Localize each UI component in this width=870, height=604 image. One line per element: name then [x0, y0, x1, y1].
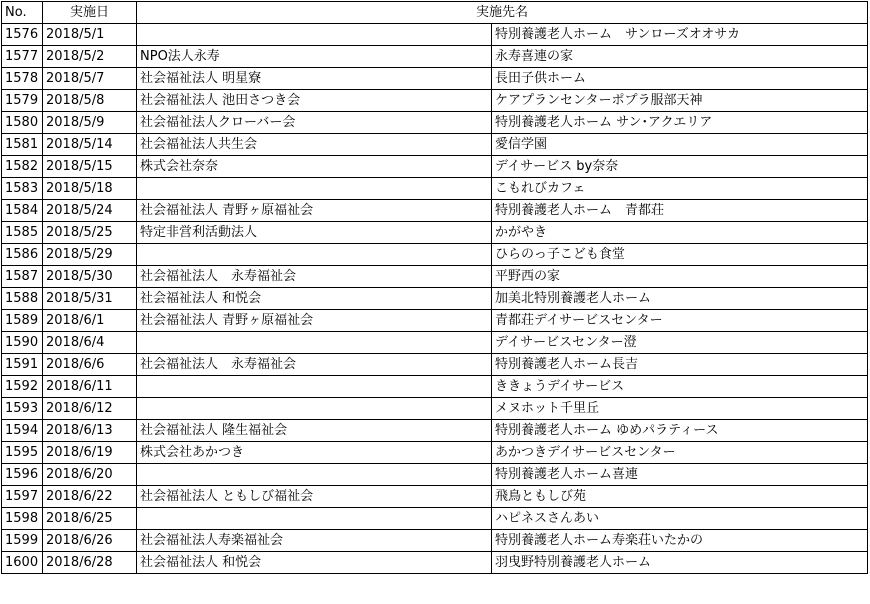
cell-date[interactable]: 2018/5/14 — [43, 134, 137, 156]
cell-destination[interactable]: 特別養護老人ホーム寿楽荘いたかの — [492, 530, 868, 552]
cell-no[interactable]: 1584 — [2, 200, 43, 222]
table-row — [2, 134, 868, 156]
cell-organization[interactable]: 社会福祉法人寿楽福祉会 — [137, 530, 492, 552]
cell-destination[interactable]: 特別養護老人ホーム 青都荘 — [492, 200, 868, 222]
cell-date[interactable]: 2018/5/31 — [43, 288, 137, 310]
cell-organization[interactable]: 社会福祉法人 ともしび福祉会 — [137, 486, 492, 508]
table-row — [2, 442, 868, 464]
cell-destination[interactable]: 特別養護老人ホーム ゆめパラティース — [492, 420, 868, 442]
table-row — [2, 178, 868, 200]
cell-date[interactable]: 2018/6/25 — [43, 508, 137, 530]
cell-organization[interactable]: 社会福祉法人 青野ヶ原福祉会 — [137, 200, 492, 222]
table-row — [2, 310, 868, 332]
header-date: 実施日 — [43, 2, 137, 24]
cell-date[interactable]: 2018/5/24 — [43, 200, 137, 222]
cell-organization[interactable]: 社会福祉法人 隆生福祉会 — [137, 420, 492, 442]
cell-organization[interactable]: 社会福祉法人 池田さつき会 — [137, 90, 492, 112]
table-row — [2, 376, 868, 398]
cell-destination[interactable]: 青都荘デイサービスセンター — [492, 310, 868, 332]
cell-no[interactable]: 1588 — [2, 288, 43, 310]
cell-destination[interactable]: 永寿喜連の家 — [492, 46, 868, 68]
cell-date[interactable]: 2018/5/8 — [43, 90, 137, 112]
cell-destination[interactable]: 平野西の家 — [492, 266, 868, 288]
table-row — [2, 266, 868, 288]
cell-no[interactable]: 1599 — [2, 530, 43, 552]
cell-no[interactable]: 1596 — [2, 464, 43, 486]
cell-date[interactable]: 2018/6/26 — [43, 530, 137, 552]
cell-organization[interactable] — [137, 464, 492, 486]
cell-no[interactable]: 1598 — [2, 508, 43, 530]
cell-date[interactable]: 2018/5/30 — [43, 266, 137, 288]
cell-no[interactable]: 1583 — [2, 178, 43, 200]
cell-no[interactable]: 1578 — [2, 68, 43, 90]
cell-no[interactable]: 1592 — [2, 376, 43, 398]
cell-organization[interactable]: 特定非営利活動法人 — [137, 222, 492, 244]
cell-destination[interactable]: ケアプランセンターポプラ服部天神 — [492, 90, 868, 112]
cell-date[interactable]: 2018/6/19 — [43, 442, 137, 464]
cell-organization[interactable]: 社会福祉法人 和悦会 — [137, 552, 492, 574]
table-row — [2, 530, 868, 552]
cell-no[interactable]: 1582 — [2, 156, 43, 178]
cell-destination[interactable]: 特別養護老人ホーム サン･アクエリア — [492, 112, 868, 134]
cell-no[interactable]: 1576 — [2, 24, 43, 46]
table-row — [2, 464, 868, 486]
cell-date[interactable]: 2018/5/2 — [43, 46, 137, 68]
cell-destination[interactable]: 羽曳野特別養護老人ホーム — [492, 552, 868, 574]
cell-no[interactable]: 1595 — [2, 442, 43, 464]
table-body — [2, 24, 868, 574]
cell-organization[interactable] — [137, 508, 492, 530]
cell-destination[interactable]: 愛信学園 — [492, 134, 868, 156]
cell-date[interactable]: 2018/5/25 — [43, 222, 137, 244]
cell-no[interactable]: 1587 — [2, 266, 43, 288]
table-row — [2, 24, 868, 46]
cell-no[interactable]: 1597 — [2, 486, 43, 508]
cell-no[interactable]: 1585 — [2, 222, 43, 244]
cell-destination[interactable]: ひらのっ子こども食堂 — [492, 244, 868, 266]
cell-date[interactable]: 2018/5/7 — [43, 68, 137, 90]
cell-date[interactable]: 2018/5/9 — [43, 112, 137, 134]
cell-destination[interactable]: 特別養護老人ホーム サンローズオオサカ — [492, 24, 868, 46]
table-row — [2, 288, 868, 310]
cell-organization[interactable]: 社会福祉法人 明星寮 — [137, 68, 492, 90]
cell-date[interactable]: 2018/6/13 — [43, 420, 137, 442]
cell-organization[interactable]: 社会福祉法人 和悦会 — [137, 288, 492, 310]
table-row — [2, 112, 868, 134]
cell-destination[interactable]: かがやき — [492, 222, 868, 244]
header-row — [2, 2, 868, 24]
cell-destination[interactable]: デイサービスセンター澄 — [492, 332, 868, 354]
cell-no[interactable]: 1590 — [2, 332, 43, 354]
cell-date[interactable]: 2018/6/11 — [43, 376, 137, 398]
table-row — [2, 332, 868, 354]
cell-date[interactable]: 2018/6/4 — [43, 332, 137, 354]
cell-date[interactable]: 2018/5/1 — [43, 24, 137, 46]
cell-no[interactable]: 1591 — [2, 354, 43, 376]
cell-destination[interactable]: デイサービス by奈奈 — [492, 156, 868, 178]
cell-date[interactable]: 2018/5/15 — [43, 156, 137, 178]
table-row — [2, 156, 868, 178]
table-row — [2, 552, 868, 574]
table-row — [2, 508, 868, 530]
cell-destination[interactable]: ハピネスさんあい — [492, 508, 868, 530]
cell-no[interactable]: 1586 — [2, 244, 43, 266]
cell-organization[interactable] — [137, 398, 492, 420]
table-row — [2, 398, 868, 420]
cell-organization[interactable] — [137, 24, 492, 46]
cell-date[interactable]: 2018/6/20 — [43, 464, 137, 486]
cell-destination[interactable]: 飛鳥ともしび苑 — [492, 486, 868, 508]
cell-date[interactable]: 2018/5/29 — [43, 244, 137, 266]
cell-organization[interactable]: 社会福祉法人 青野ヶ原福祉会 — [137, 310, 492, 332]
cell-no[interactable]: 1594 — [2, 420, 43, 442]
cell-destination[interactable]: あかつきデイサービスセンター — [492, 442, 868, 464]
cell-organization[interactable]: 社会福祉法人クローバー会 — [137, 112, 492, 134]
table-row — [2, 244, 868, 266]
cell-no[interactable]: 1600 — [2, 552, 43, 574]
cell-organization[interactable] — [137, 376, 492, 398]
table-row — [2, 420, 868, 442]
cell-organization[interactable] — [137, 332, 492, 354]
cell-date[interactable]: 2018/6/12 — [43, 398, 137, 420]
cell-organization[interactable]: 株式会社奈奈 — [137, 156, 492, 178]
cell-organization[interactable] — [137, 244, 492, 266]
cell-date[interactable]: 2018/6/22 — [43, 486, 137, 508]
cell-organization[interactable]: NPO法人永寿 — [137, 46, 492, 68]
cell-no[interactable]: 1579 — [2, 90, 43, 112]
cell-organization[interactable]: 社会福祉法人 永寿福祉会 — [137, 266, 492, 288]
cell-no[interactable]: 1589 — [2, 310, 43, 332]
cell-date[interactable]: 2018/6/1 — [43, 310, 137, 332]
table-row — [2, 90, 868, 112]
cell-organization[interactable]: 社会福祉法人共生会 — [137, 134, 492, 156]
table-row — [2, 486, 868, 508]
records-table — [1, 1, 868, 574]
cell-destination[interactable]: ききょうデイサービス — [492, 376, 868, 398]
cell-organization[interactable] — [137, 178, 492, 200]
cell-destination[interactable]: 特別養護老人ホーム喜連 — [492, 464, 868, 486]
cell-no[interactable]: 1593 — [2, 398, 43, 420]
header-destination: 実施先名 — [137, 2, 868, 24]
table-row — [2, 354, 868, 376]
cell-no[interactable]: 1580 — [2, 112, 43, 134]
cell-destination[interactable]: 長田子供ホーム — [492, 68, 868, 90]
cell-date[interactable]: 2018/6/6 — [43, 354, 137, 376]
cell-no[interactable]: 1581 — [2, 134, 43, 156]
header-no: No. — [2, 2, 43, 24]
cell-date[interactable]: 2018/5/18 — [43, 178, 137, 200]
cell-organization[interactable]: 社会福祉法人 永寿福祉会 — [137, 354, 492, 376]
table-row — [2, 200, 868, 222]
table-row — [2, 46, 868, 68]
cell-destination[interactable]: 加美北特別養護老人ホーム — [492, 288, 868, 310]
table-row — [2, 68, 868, 90]
cell-destination[interactable]: 特別養護老人ホーム長吉 — [492, 354, 868, 376]
cell-destination[interactable]: メヌホット千里丘 — [492, 398, 868, 420]
cell-organization[interactable]: 株式会社あかつき — [137, 442, 492, 464]
table-row — [2, 222, 868, 244]
cell-date[interactable]: 2018/6/28 — [43, 552, 137, 574]
cell-destination[interactable]: こもれびカフェ — [492, 178, 868, 200]
cell-no[interactable]: 1577 — [2, 46, 43, 68]
